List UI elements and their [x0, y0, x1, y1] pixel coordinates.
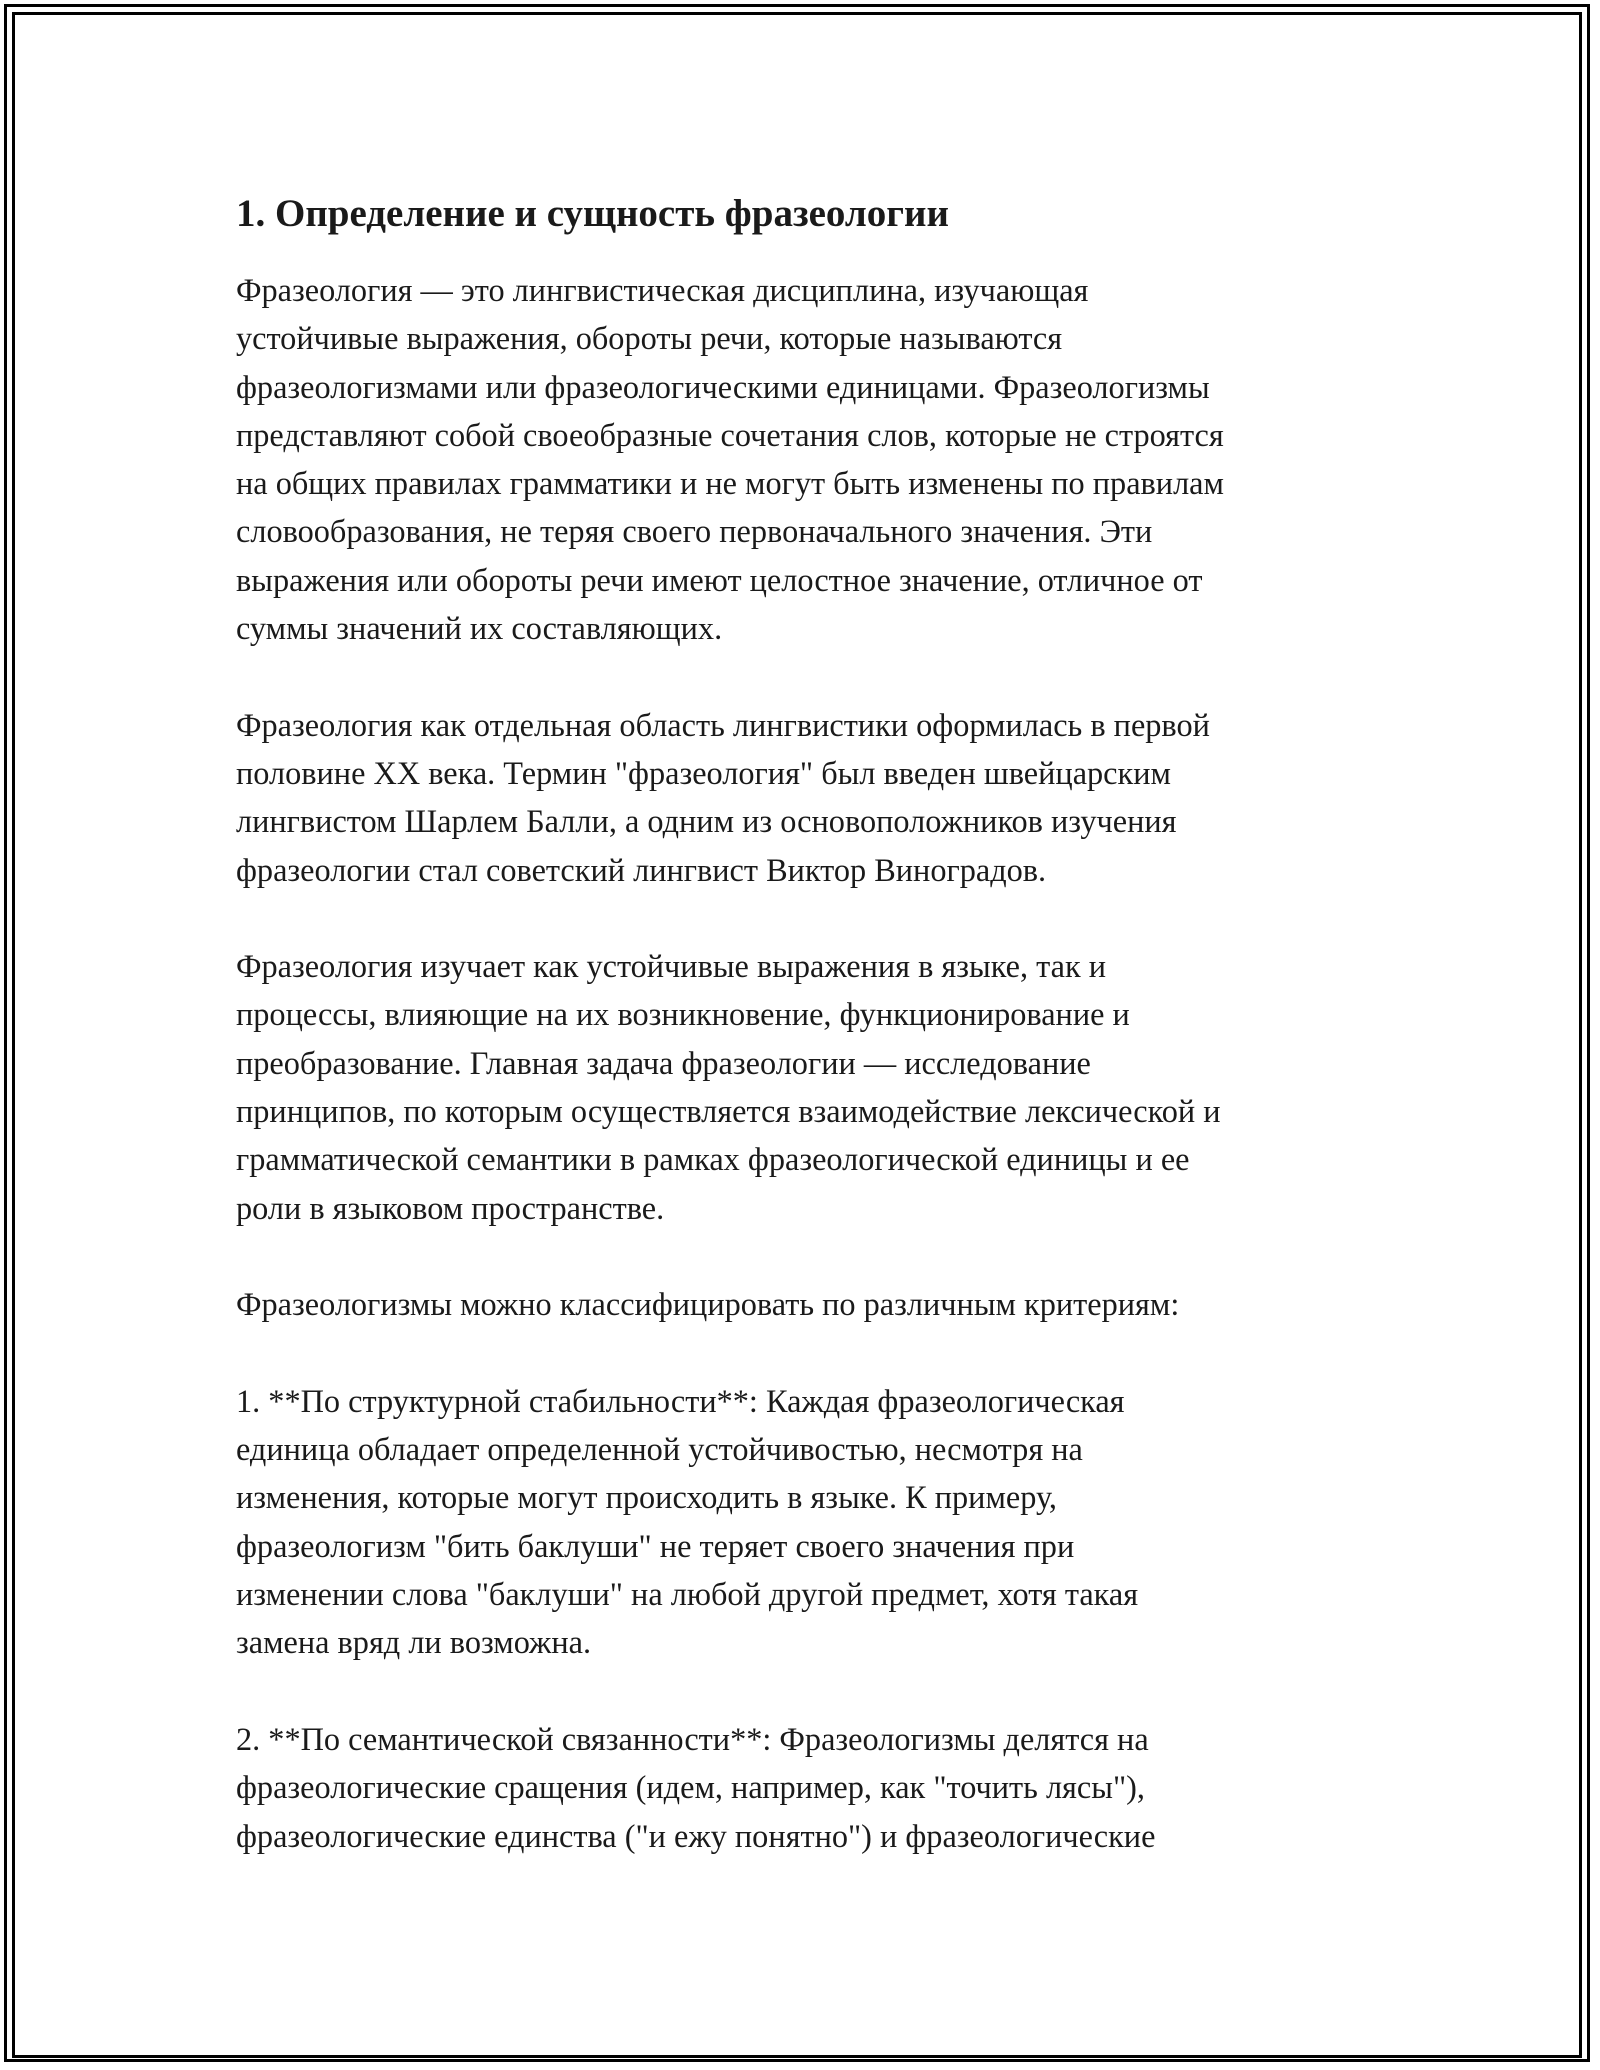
paragraph-definition: Фразеология — это лингвистическая дисциплина, изучающая устойчивые выражения, обороты речи, которые называются фразеологизмами или фразеологическими единицами. Фразеологизмы представляют собой своеобразные сочетания слов, которые не строятся на общих правилах грамматики и не могут быть изменены по правилам словообразования, не теряя своего первоначального значения. Эти выражения или обороты речи имеют целостное значение, отличное от суммы значений их составляющих.	[236, 272, 1224, 647]
list-item-structural-stability: 1. **По структурной стабильности**: Каждая фразеологическая единица обладает определенной устойчивостью, несмотря на изменения, которые могут происходить в языке. К примеру, фразеологизм "бить баклуши" не теряет своего значения при изменении слова "баклуши" на любой другой предмет, хотя такая замена вряд ли возможна.	[236, 1382, 1139, 1661]
paragraph-classification-intro: Фразеологизмы можно классифицировать по различным критериям:	[236, 1286, 1180, 1323]
list-item-semantic-cohesion: 2. **По семантической связанности**: Фразеологизмы делятся на фразеологические сращения (идем, например, как "точить лясы"), фразеологические единства ("и ежу понятно") и фразеологические	[236, 1720, 1156, 1854]
document-body	[236, 182, 1366, 1860]
paragraph-history: Фразеология как отдельная область лингвистики оформилась в первой половине XX века. Термин "фразеология" был введен швейцарским лингвистом Шарлем Балли, а одним из основоположников изучения фразеологии стал советский лингвист Виктор Виноградов.	[236, 706, 1210, 888]
paragraph-subject: Фразеология изучает как устойчивые выражения в языке, так и процессы, влияющие на их возникновение, функционирование и преобразование. Главная задача фразеологии — исследование принципов, по которым осуществляется взаимодействие лексической и грамматической семантики в рамках фразеологической единицы и ее роли в языковом пространстве.	[236, 948, 1221, 1226]
section-heading: 1. Определение и сущность фразеологии	[236, 192, 949, 235]
